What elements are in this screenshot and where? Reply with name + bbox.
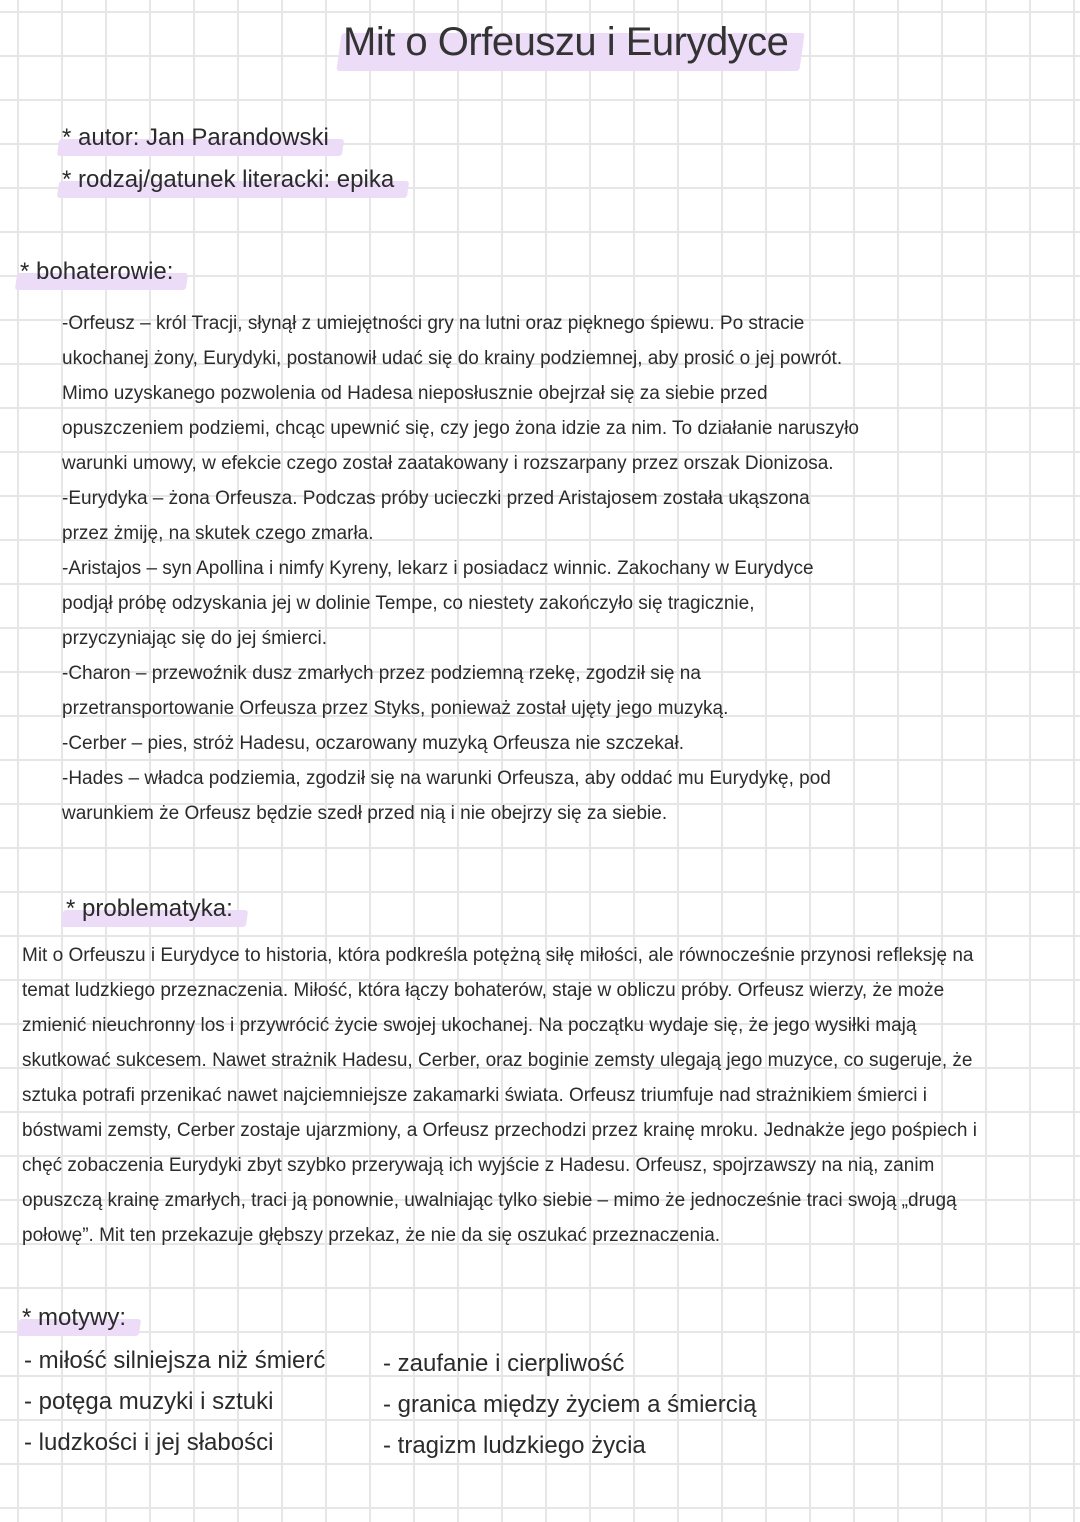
characters-list bbox=[62, 306, 859, 831]
text-line: przetransportowanie Orfeusza przez Styks, ponieważ został ujęty jego muzyką. bbox=[62, 698, 729, 719]
text-line: ukochanej żony, Eurydyki, postanowił udać się do krainy podziemnej, aby prosić o jej powrót. bbox=[62, 348, 843, 369]
text-line: warunkiem że Orfeusz będzie szedł przed nią i nie obejrzy się za siebie. bbox=[62, 803, 668, 824]
motif-item: - granica między życiem a śmiercią bbox=[383, 1391, 757, 1418]
genre-text: * rodzaj/gatunek literacki: epika bbox=[62, 166, 395, 193]
text-line: przyczyniając się do jej śmierci. bbox=[62, 628, 328, 649]
text-line: skutkować sukcesem. Nawet strażnik Hadesu, Cerber, oraz boginie zemsty ulegają jego muzyce, co sugeruje, że bbox=[22, 1050, 973, 1071]
motif-item: - tragizm ludzkiego życia bbox=[383, 1432, 646, 1459]
text-line: sztuka potrafi przenikać nawet najciemniejsze zakamarki świata. Orfeusz triumfuje nad strażnikiem śmierci i bbox=[22, 1085, 927, 1106]
motifs-heading-text: * motywy: bbox=[22, 1304, 127, 1331]
text-line: Mit o Orfeuszu i Eurydyce to historia, która podkreśla potężną siłę miłości, ale równocześnie przynosi refleksję na bbox=[22, 945, 974, 966]
problems-heading bbox=[66, 895, 233, 923]
text-line: zmienić nieuchronny los i przywrócić życie swojej ukochanej. Na początku wydaje się, że jego wysiłki mają bbox=[22, 1015, 917, 1036]
text-line: opuszczeniem podziemi, chcąc upewnić się, czy jego żona idzie za nim. To działanie naruszyło bbox=[62, 418, 859, 439]
genre-line bbox=[62, 166, 394, 194]
problems-paragraph bbox=[22, 938, 977, 1253]
text-line: -Cerber – pies, stróż Hadesu, oczarowany muzyką Orfeusza nie szczekał. bbox=[62, 733, 684, 754]
text-line: połowę”. Mit ten przekazuje głębszy przekaz, że nie da się oszukać przeznaczenia. bbox=[22, 1225, 721, 1246]
motif-item: - miłość silniejsza niż śmierć bbox=[24, 1347, 326, 1374]
motifs-heading bbox=[22, 1304, 126, 1332]
motifs-right-column bbox=[383, 1343, 756, 1466]
page-title bbox=[343, 20, 788, 65]
motifs-left-column bbox=[24, 1340, 325, 1463]
text-line: -Charon – przewoźnik dusz zmarłych przez podziemną rzekę, zgodził się na bbox=[62, 663, 701, 684]
text-line: temat ludzkiego przeznaczenia. Miłość, która łączy bohaterów, staje w obliczu próby. Orfeusz wierzy, że może bbox=[22, 980, 945, 1001]
text-line: przez żmiję, na skutek czego zmarła. bbox=[62, 523, 374, 544]
text-line: -Orfeusz – król Tracji, słynął z umiejętności gry na lutni oraz pięknego śpiewu. Po stracie bbox=[62, 313, 805, 334]
motif-item: - potęga muzyki i sztuki bbox=[24, 1388, 274, 1415]
text-line: podjął próbę odzyskania jej w dolinie Tempe, co niestety zakończyło się tragicznie, bbox=[62, 593, 755, 614]
text-line: -Eurydyka – żona Orfeusza. Podczas próby ucieczki przed Aristajosem została ukąszona bbox=[62, 488, 810, 509]
text-line: Mimo uzyskanego pozwolenia od Hadesa nieposłusznie obejrzał się za siebie przed bbox=[62, 383, 768, 404]
text-line: opuszczą krainę zmarłych, traci ją ponownie, uwalniając tylko siebie – mimo że jednocześnie traci swoją „drugą bbox=[22, 1190, 957, 1211]
text-line: warunki umowy, w efekcie czego został zaatakowany i rozszarpany przez orszak Dionizosa. bbox=[62, 453, 834, 474]
title-text: Mit o Orfeuszu i Eurydyce bbox=[343, 20, 789, 64]
characters-heading-text: * bohaterowie: bbox=[20, 258, 174, 285]
text-line: chęć zobaczenia Eurydyki zbyt szybko przerywają ich wyjście z Hadesu. Orfeusz, spojrzawszy na nią, zanim bbox=[22, 1155, 935, 1176]
text-line: -Aristajos – syn Apollina i nimfy Kyreny, lekarz i posiadacz winnic. Zakochany w Eurydyce bbox=[62, 558, 814, 579]
motif-item: - ludzkości i jej słabości bbox=[24, 1429, 274, 1456]
problems-heading-text: * problematyka: bbox=[66, 895, 233, 922]
text-line: bóstwami zemsty, Cerber zostaje ujarzmiony, a Orfeusz przechodzi przez krainę mroku. Jednakże jego pośpiech i bbox=[22, 1120, 977, 1141]
characters-heading bbox=[20, 258, 173, 286]
author-text: * autor: Jan Parandowski bbox=[62, 124, 329, 151]
author-line bbox=[62, 124, 329, 152]
motif-item: - zaufanie i cierpliwość bbox=[383, 1350, 625, 1377]
text-line: -Hades – władca podziemia, zgodził się na warunki Orfeusza, aby oddać mu Eurydykę, pod bbox=[62, 768, 831, 789]
